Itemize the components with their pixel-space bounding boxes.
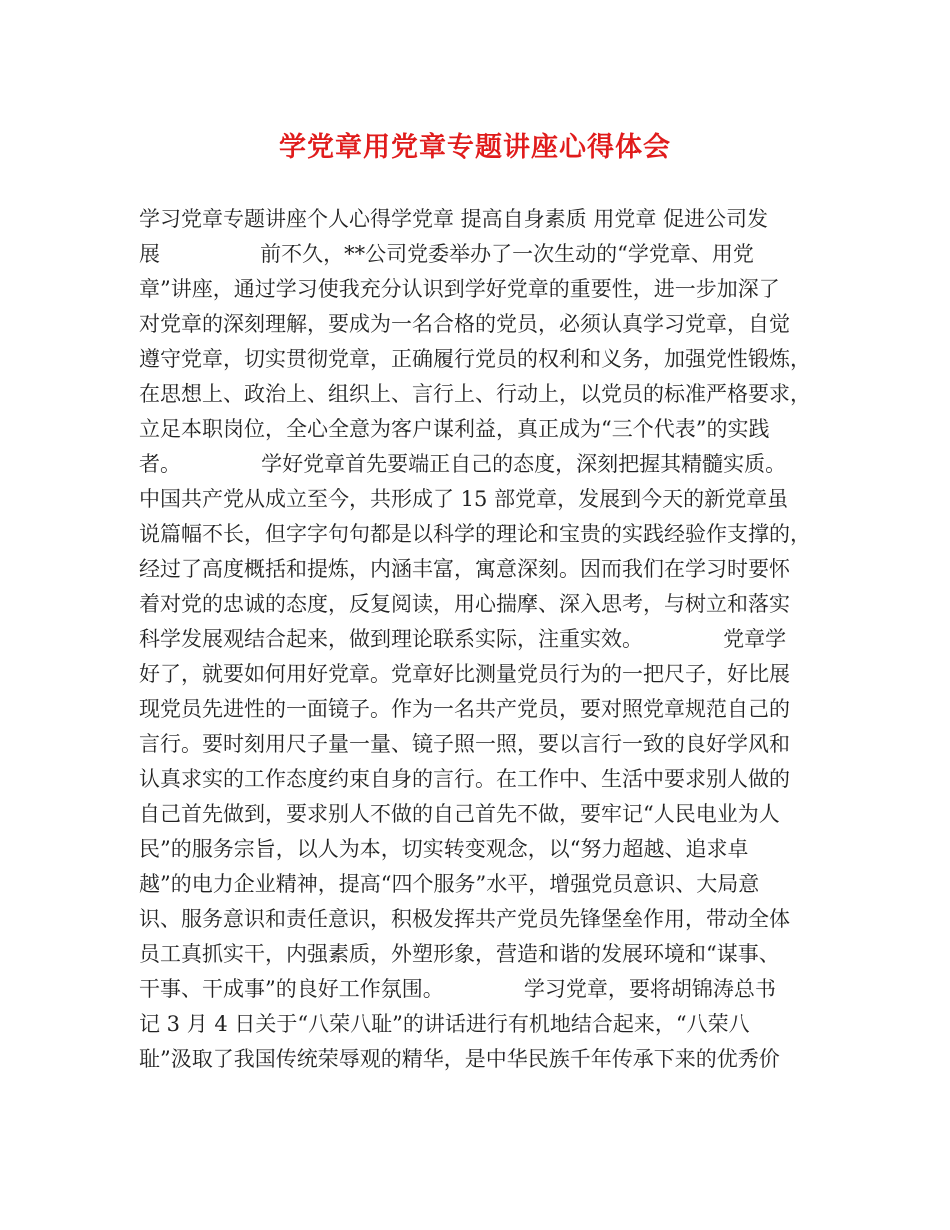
body-line: 越”的电力企业精神，提高“四个服务”水平，增强党员意识、大局意 xyxy=(139,872,760,896)
document-body xyxy=(139,202,829,1077)
body-line: 言行。要时刻用尺子量一量、镜子照一照，要以言行一致的良好学风和 xyxy=(139,732,790,756)
body-line: 立足本职岗位，全心全意为客户谋利益，真正成为“三个代表”的实践 xyxy=(139,417,770,441)
body-line: 遵守党章，切实贯彻党章，正确履行党员的权利和义务，加强党性锻炼， xyxy=(139,347,811,371)
body-line: 现党员先进性的一面镜子。作为一名共产党员，要对照党章规范自己的 xyxy=(139,697,790,721)
body-line: 经过了高度概括和提炼，内涵丰富，寓意深刻。因而我们在学习时要怀 xyxy=(139,557,790,581)
body-line: 干事、干成事”的良好工作氛围。 学习党章，要将胡锦涛总书 xyxy=(139,977,776,1001)
body-line: 员工真抓实干，内强素质，外塑形象，营造和谐的发展环境和“谋事、 xyxy=(139,942,780,966)
body-line: 中国共产党从成立至今，共形成了 15 部党章，发展到今天的新党章虽 xyxy=(139,487,789,511)
body-line: 记 3 月 4 日关于“八荣八耻”的讲话进行有机地结合起来，“八荣八 xyxy=(139,1012,750,1036)
body-line: 说篇幅不长，但字字句句都是以科学的理论和宝贵的实践经验作支撑的， xyxy=(139,522,811,546)
body-line: 章”讲座，通过学习使我充分认识到学好党章的重要性，进一步加深了 xyxy=(139,277,780,301)
document-title: 学党章用党章专题讲座心得体会 xyxy=(279,132,671,163)
body-line: 自己首先做到，要求别人不做的自己首先不做，要牢记“人民电业为人 xyxy=(139,802,780,826)
body-line: 者。 学好党章首先要端正自己的态度，深刻把握其精髓实质。 xyxy=(139,452,787,476)
body-line: 在思想上、政治上、组织上、言行上、行动上，以党员的标准严格要求， xyxy=(139,382,811,406)
body-line: 识、服务意识和责任意识，积极发挥共产党员先锋堡垒作用，带动全体 xyxy=(139,907,790,931)
body-line: 展 前不久，**公司党委举办了一次生动的“学党章、用党 xyxy=(139,242,754,266)
body-line: 科学发展观结合起来，做到理论联系实际，注重实效。 党章学 xyxy=(139,627,787,651)
body-line: 民”的服务宗旨，以人为本，切实转变观念，以“努力超越、追求卓 xyxy=(139,837,749,861)
body-line: 学习党章专题讲座个人心得学党章 提高自身素质 用党章 促进公司发 xyxy=(139,207,769,231)
body-line: 认真求实的工作态度约束自身的言行。在工作中、生活中要求别人做的 xyxy=(139,767,790,791)
body-line: 好了，就要如何用好党章。党章好比测量党员行为的一把尺子，好比展 xyxy=(139,662,790,686)
body-line: 着对党的忠诚的态度，反复阅读，用心揣摩、深入思考，与树立和落实 xyxy=(139,592,790,616)
body-line: 对党章的深刻理解，要成为一名合格的党员，必须认真学习党章，自觉 xyxy=(139,312,790,336)
body-line: 耻”汲取了我国传统荣辱观的精华，是中华民族千年传承下来的优秀价 xyxy=(139,1047,780,1071)
